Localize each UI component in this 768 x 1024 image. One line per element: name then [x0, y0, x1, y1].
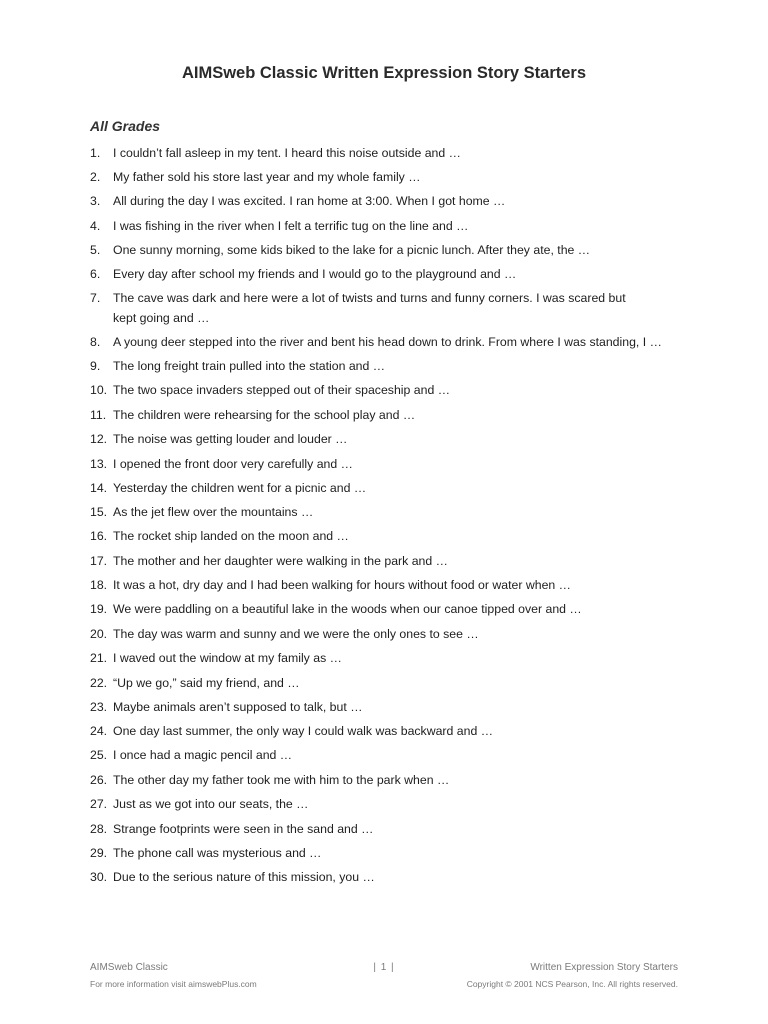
item-text: Strange footprints were seen in the sand and …: [113, 822, 374, 836]
footer-website-note: For more information visit aimswebPlus.com: [90, 979, 257, 989]
item-text: The children were rehearsing for the school play and …: [113, 408, 416, 422]
list-item: [90, 770, 690, 790]
item-number: 19.: [90, 602, 108, 616]
item-number: 10.: [90, 383, 108, 397]
list-item: [90, 429, 690, 449]
item-text: All during the day I was excited. I ran home at 3:00. When I got home …: [113, 194, 506, 208]
list-item: [90, 721, 690, 741]
list-item: [90, 843, 690, 863]
item-number: 26.: [90, 773, 108, 787]
item-text: I waved out the window at my family as …: [113, 651, 342, 665]
item-text: The two space invaders stepped out of their spaceship and …: [113, 383, 450, 397]
list-item: [90, 191, 690, 211]
footer-top-row: [90, 962, 678, 976]
item-number: 8.: [90, 335, 101, 349]
item-text: A young deer stepped into the river and bent his head down to drink. From where I was standing, I …: [113, 335, 662, 349]
footer-product-name: AIMSweb Classic: [90, 962, 168, 973]
item-text: The cave was dark and here were a lot of twists and turns and funny corners. I was scared but kept going and …: [113, 291, 626, 325]
item-text: I once had a magic pencil and …: [113, 748, 293, 762]
footer-bottom-row: [90, 979, 678, 993]
item-number: 2.: [90, 170, 101, 184]
item-number: 28.: [90, 822, 108, 836]
list-item: [90, 454, 690, 474]
item-text: Just as we got into our seats, the …: [113, 797, 309, 811]
footer-document-title: Written Expression Story Starters: [530, 962, 678, 973]
item-number: 5.: [90, 243, 101, 257]
item-text: The day was warm and sunny and we were the only ones to see …: [113, 627, 479, 641]
item-number: 1.: [90, 146, 101, 160]
item-number: 23.: [90, 700, 108, 714]
list-item: [90, 697, 690, 717]
list-item: [90, 264, 690, 284]
list-item: [90, 551, 690, 571]
item-number: 16.: [90, 529, 108, 543]
item-text: Maybe animals aren’t supposed to talk, but …: [113, 700, 363, 714]
page-footer: [90, 962, 678, 993]
item-text: It was a hot, dry day and I had been walking for hours without food or water when …: [113, 578, 571, 592]
page-number: | 1 |: [373, 962, 395, 973]
section-heading: All Grades: [90, 118, 161, 134]
item-text: One sunny morning, some kids biked to the lake for a picnic lunch. After they ate, the …: [113, 243, 591, 257]
item-number: 27.: [90, 797, 108, 811]
list-item: [90, 648, 690, 668]
item-text: One day last summer, the only way I could walk was backward and …: [113, 724, 494, 738]
item-number: 9.: [90, 359, 101, 373]
item-text: As the jet flew over the mountains …: [113, 505, 314, 519]
list-item: [90, 745, 690, 765]
item-number: 15.: [90, 505, 108, 519]
list-item: [90, 599, 690, 619]
list-item: [90, 502, 690, 522]
item-text: Yesterday the children went for a picnic and …: [113, 481, 367, 495]
item-number: 17.: [90, 554, 108, 568]
item-text: The long freight train pulled into the station and …: [113, 359, 386, 373]
list-item: [90, 240, 690, 260]
list-item: [90, 819, 690, 839]
item-text: We were paddling on a beautiful lake in the woods when our canoe tipped over and …: [113, 602, 582, 616]
item-number: 4.: [90, 219, 101, 233]
list-item: [90, 624, 690, 644]
item-text: The noise was getting louder and louder …: [113, 432, 348, 446]
item-text: My father sold his store last year and my whole family …: [113, 170, 421, 184]
item-number: 18.: [90, 578, 108, 592]
item-text: Due to the serious nature of this mission, you …: [113, 870, 375, 884]
list-item: [90, 867, 690, 887]
item-number: 29.: [90, 846, 108, 860]
item-number: 25.: [90, 748, 108, 762]
item-number: 6.: [90, 267, 101, 281]
item-text: I opened the front door very carefully and …: [113, 457, 353, 471]
list-item: [90, 380, 690, 400]
list-item: [90, 673, 690, 693]
footer-copyright: Copyright © 2001 NCS Pearson, Inc. All rights reserved.: [466, 979, 678, 989]
list-item: [90, 575, 690, 595]
list-item: [90, 167, 690, 187]
page-title: AIMSweb Classic Written Expression Story Starters: [181, 64, 587, 82]
item-text: “Up we go,” said my friend, and …: [113, 676, 300, 690]
item-number: 7.: [90, 291, 101, 305]
list-item: [90, 143, 690, 163]
list-item: [90, 332, 690, 352]
item-text: The mother and her daughter were walking in the park and …: [113, 554, 448, 568]
list-item: [90, 478, 690, 498]
list-item: [90, 526, 690, 546]
item-number: 24.: [90, 724, 108, 738]
item-text: Every day after school my friends and I would go to the playground and …: [113, 267, 517, 281]
item-number: 20.: [90, 627, 108, 641]
item-number: 14.: [90, 481, 108, 495]
item-text: The rocket ship landed on the moon and …: [113, 529, 349, 543]
list-item: [90, 794, 690, 814]
item-number: 13.: [90, 457, 108, 471]
list-item: [90, 288, 690, 328]
item-text: I was fishing in the river when I felt a terrific tug on the line and …: [113, 219, 469, 233]
item-number: 21.: [90, 651, 108, 665]
item-number: 30.: [90, 870, 108, 884]
item-number: 12.: [90, 432, 108, 446]
list-item: [90, 405, 690, 425]
item-number: 3.: [90, 194, 101, 208]
item-number: 22.: [90, 676, 108, 690]
item-text: The phone call was mysterious and …: [113, 846, 322, 860]
list-item: [90, 216, 690, 236]
item-number: 11.: [90, 408, 107, 422]
item-text: I couldn’t fall asleep in my tent. I heard this noise outside and …: [113, 146, 461, 160]
list-item: [90, 356, 690, 376]
item-text: The other day my father took me with him to the park when …: [113, 773, 450, 787]
